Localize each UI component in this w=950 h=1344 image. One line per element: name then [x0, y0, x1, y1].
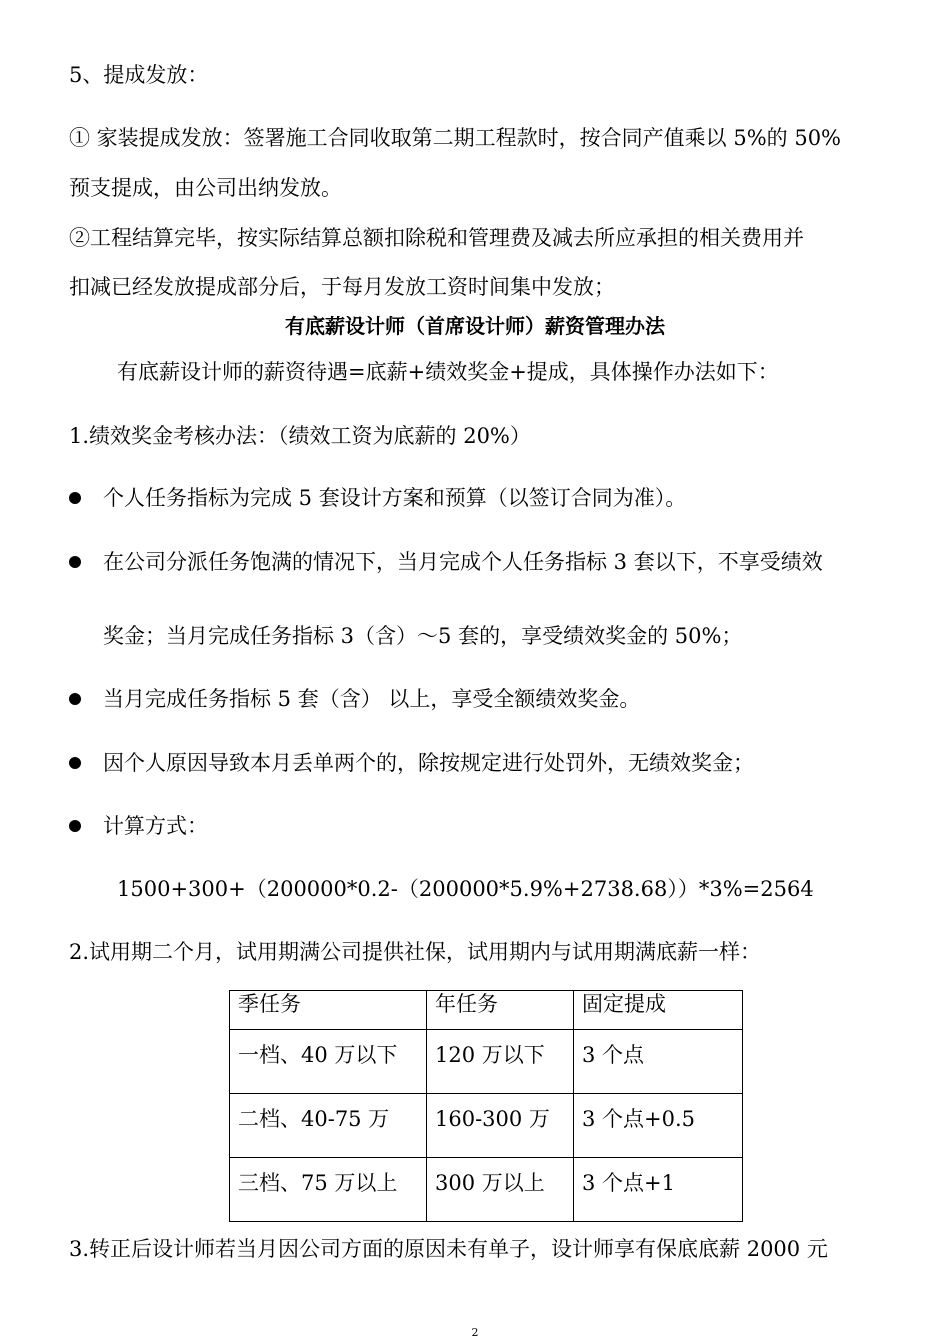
table-header-cell: 固定提成	[574, 991, 743, 1030]
table-row	[230, 1094, 743, 1158]
table-cell: 300 万以上	[427, 1158, 574, 1222]
bullet-dot-icon	[69, 693, 81, 705]
bullet-dot-icon	[69, 556, 81, 568]
table-cell: 3 个点+0.5	[574, 1094, 743, 1158]
item2-heading: 2.试用期二个月，试用期满公司提供社保，试用期内与试用期满底薪一样：	[69, 940, 762, 964]
formula: 1500+300+（200000*0.2-（200000*5.9%+2738.68））*3%=2564	[117, 877, 814, 901]
bullet-item-4: 因个人原因导致本月丢单两个的，除按规定进行处罚外，无绩效奖金；	[103, 751, 754, 775]
section5-p1-line2: 预支提成，由公司出纳发放。	[69, 176, 342, 200]
table-cell: 120 万以下	[427, 1030, 574, 1094]
bullet-item-2-continued: 奖金；当月完成任务指标 3（含）～5 套的，享受绩效奖金的 50%；	[103, 624, 743, 648]
page-number: 2	[471, 1326, 479, 1339]
item3-line1: 3.转正后设计师若当月因公司方面的原因未有单子，设计师享有保底底薪 2000 元	[69, 1237, 828, 1261]
table-header-cell: 季任务	[230, 991, 427, 1030]
intro-paragraph: 有底薪设计师的薪资待遇=底薪+绩效奖金+提成，具体操作办法如下：	[117, 360, 779, 384]
section5-p2-line1: ②工程结算完毕，按实际结算总额扣除税和管理费及减去所应承担的相关费用并	[69, 226, 804, 250]
table-cell: 3 个点	[574, 1030, 743, 1094]
section5-p1-line1: ① 家装提成发放：签署施工合同收取第二期工程款时，按合同产值乘以 5%的 50%	[69, 126, 842, 150]
table-cell: 三档、75 万以上	[230, 1158, 427, 1222]
bullet-dot-icon	[69, 820, 81, 832]
bullet-item-2: 在公司分派任务饱满的情况下，当月完成个人任务指标 3 套以下，不享受绩效	[103, 550, 823, 574]
table-header-row	[230, 991, 743, 1030]
table-cell: 160-300 万	[427, 1094, 574, 1158]
table-row	[230, 1030, 743, 1094]
table-row	[230, 1158, 743, 1222]
table-cell: 3 个点+1	[574, 1158, 743, 1222]
commission-table	[229, 990, 743, 1222]
bullet-item-5: 计算方式：	[103, 814, 208, 838]
section5-p2-line2: 扣减已经发放提成部分后，于每月发放工资时间集中发放；	[69, 275, 615, 299]
bullet-dot-icon	[69, 757, 81, 769]
page-title: 有底薪设计师（首席设计师）薪资管理办法	[285, 314, 665, 338]
table-cell: 二档、40-75 万	[230, 1094, 427, 1158]
section5-heading: 5、提成发放：	[69, 63, 209, 87]
bullet-item-3: 当月完成任务指标 5 套（含） 以上，享受全额绩效奖金。	[103, 687, 641, 711]
item1-heading: 1.绩效奖金考核办法：（绩效工资为底薪的 20%）	[69, 424, 531, 448]
table-cell: 一档、40 万以下	[230, 1030, 427, 1094]
bullet-dot-icon	[69, 492, 81, 504]
bullet-item-1: 个人任务指标为完成 5 套设计方案和预算（以签订合同为准）。	[103, 486, 687, 510]
table-header-cell: 年任务	[427, 991, 574, 1030]
